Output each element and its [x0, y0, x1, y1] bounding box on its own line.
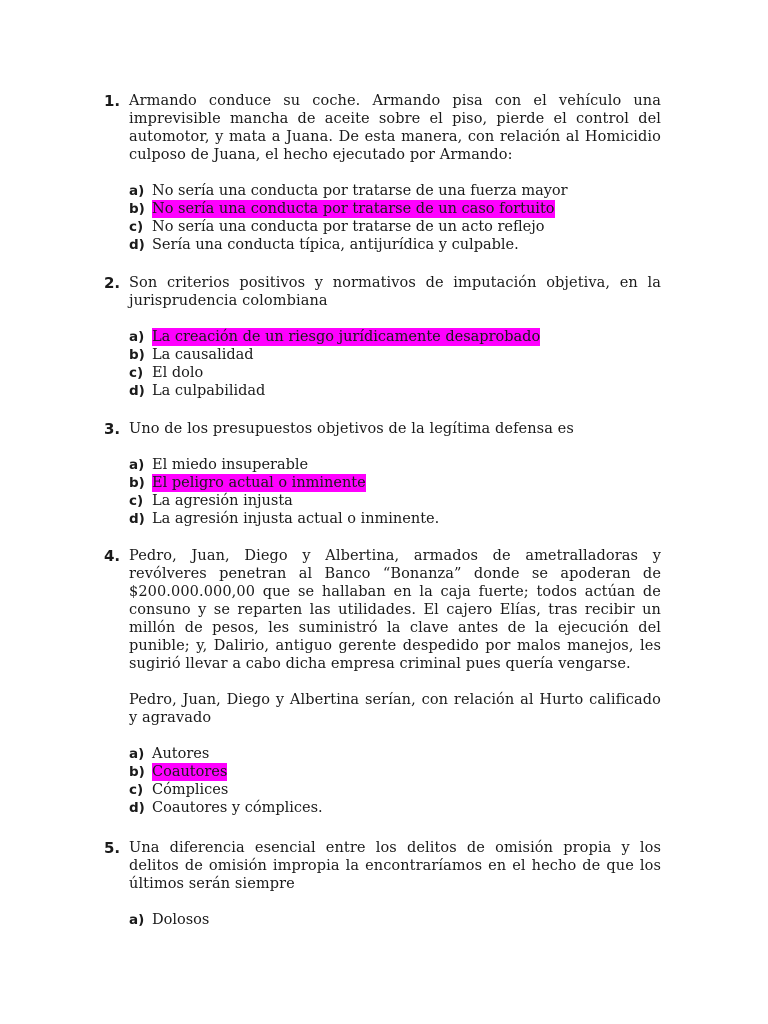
question-2	[104, 274, 661, 400]
highlighted-answer: La creación de un riesgo jurídicamente desaprobado	[152, 329, 541, 345]
question-number: 3.	[104, 420, 121, 438]
option-letter: d)	[129, 383, 145, 399]
option-letter: c)	[129, 493, 144, 509]
option-letter: a)	[129, 183, 145, 199]
option-text: El miedo insuperable	[152, 457, 309, 473]
option-list	[129, 182, 661, 254]
option-text: Autores	[152, 746, 210, 762]
question-text: Una diferencia esencial entre los delitos de omisión propia y los delitos de omisión impropia la encontraríamos en el hecho de que los últimos serán siempre	[129, 840, 661, 892]
question-text: Pedro, Juan, Diego y Albertina, armados de ametralladoras y revólveres penetran al Banco “Bonanza” donde se apoderan de $200.000.000,00 que se hallaban en la caja fuerte; todos actúan de consuno y se reparten las utilidades. El cajero Elías, tras recibir un millón de pesos, les suministró la clave antes de la ejecución del punible; y, Dalirio, antiguo gerente despedido por malos manejos, les sugirió llevar a cabo dicha empresa criminal pues quería vengarse.	[129, 548, 661, 672]
option-list	[129, 911, 661, 929]
question-text: Son criterios positivos y normativos de imputación objetiva, en la jurisprudencia colombiana	[129, 275, 661, 309]
option-letter: b)	[129, 347, 145, 363]
question-number: 1.	[104, 92, 121, 110]
option-list	[129, 456, 661, 528]
option-letter: c)	[129, 782, 144, 798]
option-text: Sería una conducta típica, antijurídica y culpable.	[152, 237, 519, 253]
option-b[interactable]	[129, 474, 661, 492]
option-text: La agresión injusta	[152, 493, 293, 509]
question-text: Armando conduce su coche. Armando pisa con el vehículo una imprevisible mancha de aceite sobre el piso, pierde el control del automotor, y mata a Juana. De esta manera, con relación al Homicidio culposo de Juana, el hecho ejecutado por Armando:	[129, 93, 661, 163]
option-c[interactable]	[129, 492, 661, 510]
question-3	[104, 420, 661, 528]
option-a[interactable]	[129, 456, 661, 474]
option-c[interactable]	[129, 781, 661, 799]
highlighted-answer: El peligro actual o inminente	[152, 475, 366, 491]
question-1	[104, 92, 661, 254]
option-letter: d)	[129, 237, 145, 253]
option-d[interactable]	[129, 799, 661, 817]
option-letter: a)	[129, 746, 145, 762]
option-text: La culpabilidad	[152, 383, 266, 399]
option-text: Cómplices	[152, 782, 229, 798]
question-number: 4.	[104, 547, 121, 565]
highlighted-answer: Coautores	[152, 764, 228, 780]
option-a[interactable]	[129, 328, 661, 346]
option-text: No sería una conducta por tratarse de un acto reflejo	[152, 219, 545, 235]
option-a[interactable]	[129, 911, 661, 929]
option-text: No sería una conducta por tratarse de una fuerza mayor	[152, 183, 568, 199]
option-text: El dolo	[152, 365, 204, 381]
option-text: La agresión injusta actual o inminente.	[152, 511, 440, 527]
option-text: Coautores y cómplices.	[152, 800, 323, 816]
question-text-continuation: Pedro, Juan, Diego y Albertina serían, con relación al Hurto calificado y agravado	[129, 692, 661, 726]
question-number: 5.	[104, 839, 121, 857]
option-letter: c)	[129, 365, 144, 381]
highlighted-answer: No sería una conducta por tratarse de un caso fortuito	[152, 201, 555, 217]
option-b[interactable]	[129, 346, 661, 364]
option-letter: c)	[129, 219, 144, 235]
option-a[interactable]	[129, 745, 661, 763]
question-4	[104, 547, 661, 817]
option-c[interactable]	[129, 364, 661, 382]
question-text: Uno de los presupuestos objetivos de la legítima defensa es	[129, 421, 574, 437]
option-a[interactable]	[129, 182, 661, 200]
option-b[interactable]	[129, 200, 661, 218]
option-letter: a)	[129, 912, 145, 928]
option-text: Dolosos	[152, 912, 210, 928]
option-letter: a)	[129, 457, 145, 473]
option-list	[129, 745, 661, 817]
question-number: 2.	[104, 274, 121, 292]
option-d[interactable]	[129, 382, 661, 400]
option-d[interactable]	[129, 236, 661, 254]
option-d[interactable]	[129, 510, 661, 528]
option-letter: b)	[129, 764, 145, 780]
option-text: La causalidad	[152, 347, 254, 363]
option-letter: b)	[129, 475, 145, 491]
option-letter: d)	[129, 800, 145, 816]
option-b[interactable]	[129, 763, 661, 781]
option-letter: d)	[129, 511, 145, 527]
option-letter: b)	[129, 201, 145, 217]
option-list	[129, 328, 661, 400]
option-letter: a)	[129, 329, 145, 345]
question-5	[104, 839, 661, 929]
option-c[interactable]	[129, 218, 661, 236]
